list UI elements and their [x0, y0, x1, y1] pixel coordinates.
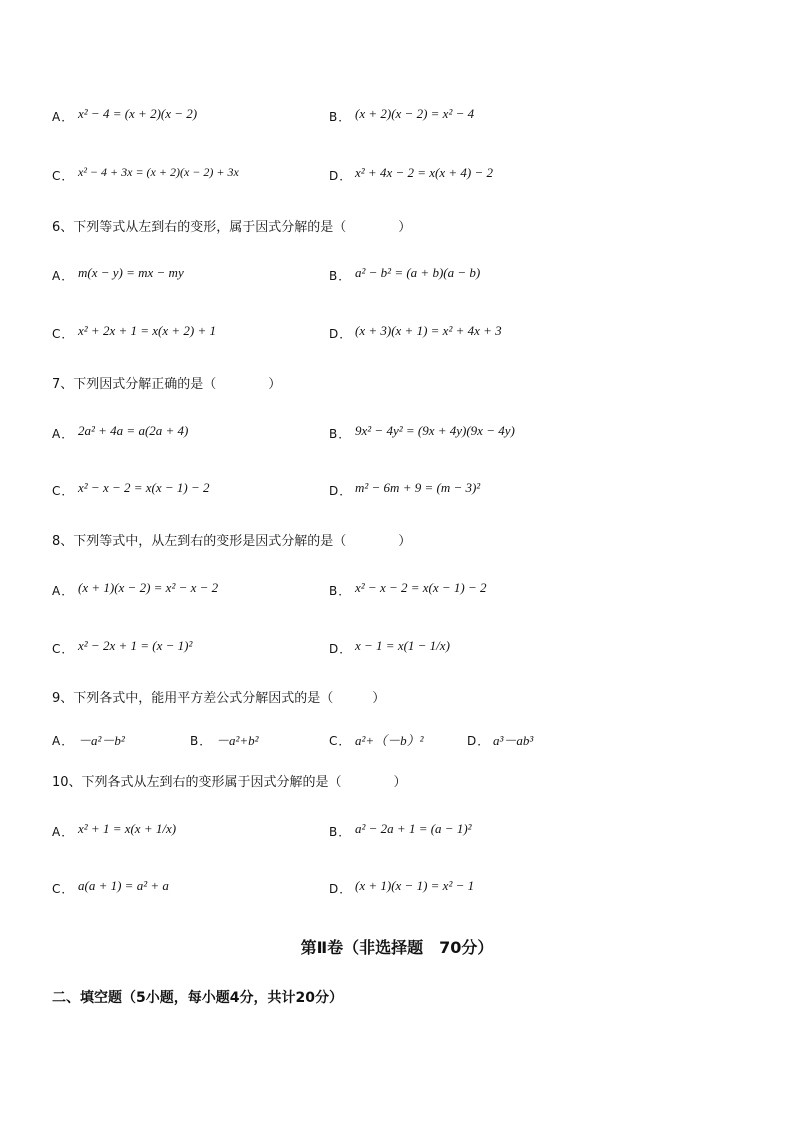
q10-option-row-2	[0, 876, 794, 906]
q9-option-row	[0, 728, 794, 758]
option-a-label: A．	[52, 110, 75, 124]
option-c-expression: a(a + 1) = a² + a	[78, 878, 169, 893]
part-2-title: 第Ⅱ卷（非选择题 70分）	[300, 938, 494, 957]
option-d-expression: (x + 1)(x − 1) = x² − 1	[355, 878, 475, 893]
option-c-label: C．	[52, 484, 75, 498]
option-d-label: D．	[467, 734, 491, 748]
option-a-label: A．	[52, 825, 75, 839]
option-c-label: C．	[52, 882, 75, 896]
option-a-expression: －a²－b²	[78, 733, 125, 748]
option-c-expression: x² − x − 2 = x(x − 1) − 2	[78, 480, 210, 495]
option-d-label: D．	[329, 327, 353, 341]
option-c-expression: x² − 4 + 3x = (x + 2)(x − 2) + 3x	[78, 165, 239, 179]
option-b-label: B．	[190, 734, 213, 748]
option-d-label: D．	[329, 642, 353, 656]
q6-option-row-1	[0, 263, 794, 293]
option-d-label: D．	[329, 882, 353, 896]
option-a-expression: x² + 1 = x(x + 1/x)	[78, 821, 177, 836]
q5-option-row-2	[0, 163, 794, 193]
option-d-expression: (x + 3)(x + 1) = x² + 4x + 3	[355, 323, 502, 338]
option-a-expression: m(x − y) = mx − my	[78, 265, 184, 280]
option-b-label: B．	[329, 427, 352, 441]
option-a-expression: 2a² + 4a = a(2a + 4)	[78, 423, 189, 438]
option-d-label: D．	[329, 484, 353, 498]
option-b-label: B．	[329, 269, 352, 283]
option-b-label: B．	[329, 584, 352, 598]
option-a-label: A．	[52, 427, 75, 441]
option-b-expression: a² − 2a + 1 = (a − 1)²	[355, 821, 472, 836]
q10-option-row-1	[0, 819, 794, 849]
option-c-label: C．	[329, 734, 352, 748]
option-b-expression: 9x² − 4y² = (9x + 4y)(9x − 4y)	[355, 423, 515, 438]
option-b-label: B．	[329, 825, 352, 839]
option-a-label: A．	[52, 269, 75, 283]
option-d-label: D．	[329, 169, 353, 183]
option-d-expression: x² + 4x − 2 = x(x + 4) − 2	[355, 165, 493, 180]
option-a-expression: (x + 1)(x − 2) = x² − x − 2	[78, 580, 219, 595]
option-c-expression: x² − 2x + 1 = (x − 1)²	[78, 638, 193, 653]
q7-option-row-1	[0, 421, 794, 451]
option-d-expression: a³－ab³	[493, 733, 534, 748]
q8-option-row-2	[0, 636, 794, 666]
q6-option-row-2	[0, 321, 794, 351]
question-8-text: 8、下列等式中，从左到右的变形是因式分解的是（ ）	[52, 534, 412, 549]
option-b-expression: x² − x − 2 = x(x − 1) − 2	[355, 580, 487, 595]
q8-option-row-1	[0, 578, 794, 608]
option-c-label: C．	[52, 327, 75, 341]
question-7-text: 7、下列因式分解正确的是（ ）	[52, 377, 282, 392]
option-b-label: B．	[329, 110, 352, 124]
question-6-text: 6、下列等式从左到右的变形，属于因式分解的是（ ）	[52, 220, 412, 235]
option-c-expression: x² + 2x + 1 = x(x + 2) + 1	[78, 323, 216, 338]
section-2-title: 二、填空题（5小题，每小题4分，共计20分）	[52, 990, 343, 1006]
option-d-expression: x − 1 = x(1 − 1/x)	[355, 638, 450, 653]
question-9-text: 9、下列各式中，能用平方差公式分解因式的是（ ）	[52, 691, 386, 706]
option-c-label: C．	[52, 169, 75, 183]
option-a-label: A．	[52, 734, 75, 748]
q5-option-row-1	[0, 104, 794, 134]
option-b-expression: a² − b² = (a + b)(a − b)	[355, 265, 481, 280]
question-10-text: 10、下列各式从左到右的变形属于因式分解的是（ ）	[52, 775, 407, 790]
q7-option-row-2	[0, 478, 794, 508]
option-c-label: C．	[52, 642, 75, 656]
option-d-expression: m² − 6m + 9 = (m − 3)²	[355, 480, 481, 495]
option-b-expression: －a²+b²	[216, 733, 259, 748]
option-a-expression: x² − 4 = (x + 2)(x − 2)	[78, 106, 198, 121]
option-a-label: A．	[52, 584, 75, 598]
option-c-expression: a²+（－b）²	[355, 733, 424, 748]
option-b-expression: (x + 2)(x − 2) = x² − 4	[355, 106, 475, 121]
